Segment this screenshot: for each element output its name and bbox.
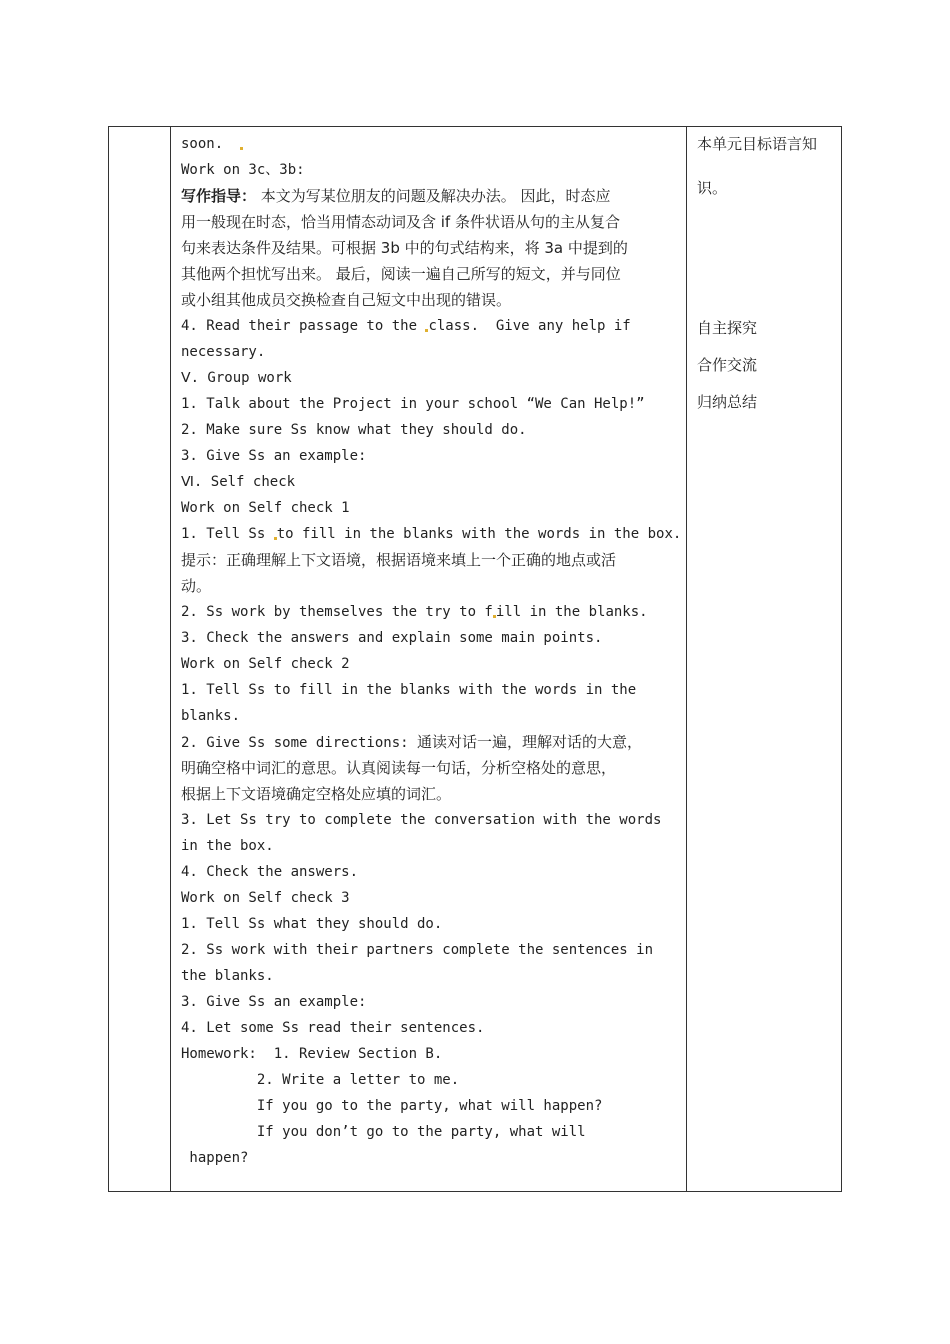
text-line: 1. Tell Ss to fill in the blanks with the words in the box. bbox=[181, 526, 682, 542]
text-line: Ⅵ. Self check bbox=[181, 474, 296, 490]
method-note: 归纳总结 bbox=[697, 393, 758, 411]
text-line: Work on Self check 2 bbox=[181, 656, 350, 672]
text-line: 2. Give Ss some directions: 通读对话一遍，理解对话的大意， bbox=[181, 733, 643, 751]
text-line: 句来表达条件及结果。可根据 3b 中的句式结构来，将 3a 中提到的 bbox=[181, 239, 628, 257]
text-line: 3. Check the answers and explain some main points. bbox=[181, 630, 603, 646]
text-line: the blanks. bbox=[181, 968, 274, 984]
homework-line: Homework: 1. Review Section B. bbox=[181, 1046, 443, 1062]
homework-line: If you go to the party, what will happen? bbox=[181, 1098, 603, 1114]
text-line: 2. Ss work with their partners complete the sentences in bbox=[181, 942, 654, 958]
text-line: in the box. bbox=[181, 838, 274, 854]
writing-guide-heading: 写作指导： bbox=[181, 187, 257, 205]
text-line: 4. Let some Ss read their sentences. bbox=[181, 1020, 485, 1036]
text-line: 用一般现在时态，恰当用情态动词及含 if 条件状语从句的主从复合 bbox=[181, 213, 620, 231]
text-line: Work on Self check 1 bbox=[181, 500, 350, 516]
text-line: 提示：正确理解上下文语境，根据语境来填上一个正确的地点或活 bbox=[181, 551, 617, 569]
text-line: 1. Tell Ss what they should do. bbox=[181, 916, 443, 932]
text-line: soon. bbox=[181, 131, 678, 157]
text-line: Work on Self check 3 bbox=[181, 890, 350, 906]
dot-mark bbox=[240, 147, 243, 150]
text-line: necessary. bbox=[181, 344, 266, 360]
text-line: 2. Make sure Ss know what they should do. bbox=[181, 422, 527, 438]
text-line: 4. Read their passage to the class. Give any help if bbox=[181, 318, 631, 334]
text-line: 1. Tell Ss to fill in the blanks with the words in the bbox=[181, 682, 637, 698]
text-line: 写作指导： 本文为写某位朋友的问题及解决办法。 因此，时态应 bbox=[181, 187, 611, 205]
notes-column bbox=[687, 127, 841, 1191]
blank-column bbox=[109, 127, 171, 1191]
text-line: 3. Give Ss an example: bbox=[181, 994, 367, 1010]
text-line: 动。 bbox=[181, 577, 212, 595]
text-line: 2. Ss work by themselves the try to f ill in the blanks. bbox=[181, 604, 648, 620]
text-line: Ⅴ. Group work bbox=[181, 370, 292, 386]
text-line: 3. Let Ss try to complete the conversation with the words bbox=[181, 812, 662, 828]
method-note: 合作交流 bbox=[697, 356, 758, 374]
text-line: blanks. bbox=[181, 708, 241, 724]
text-line: 明确空格中词汇的意思。认真阅读每一句话，分析空格处的意思， bbox=[181, 759, 617, 777]
lesson-table bbox=[108, 126, 842, 1192]
text-line: 4. Check the answers. bbox=[181, 864, 359, 880]
text-line: 1. Talk about the Project in your school “We Can Help!” bbox=[181, 396, 645, 412]
text-line: 或小组其他成员交换检查自己短文中出现的错误。 bbox=[181, 291, 512, 309]
homework-line: If you don’t go to the party, what will bbox=[181, 1124, 586, 1140]
homework-line: 2. Write a letter to me. bbox=[181, 1072, 460, 1088]
method-note: 自主探究 bbox=[697, 319, 758, 337]
homework-line: happen? bbox=[181, 1150, 249, 1166]
text-line: 3. Give Ss an example: bbox=[181, 448, 367, 464]
text-line: 根据上下文语境确定空格处应填的词汇。 bbox=[181, 785, 452, 803]
text-line: Work on 3c、3b: bbox=[181, 162, 305, 178]
knowledge-note: 本单元目标语言知 bbox=[697, 135, 818, 153]
text-line: 其他两个担忧写出来。 最后，阅读一遍自己所写的短文，并与同位 bbox=[181, 265, 621, 283]
teaching-steps-column bbox=[171, 127, 687, 1191]
knowledge-note: 识。 bbox=[697, 179, 728, 197]
